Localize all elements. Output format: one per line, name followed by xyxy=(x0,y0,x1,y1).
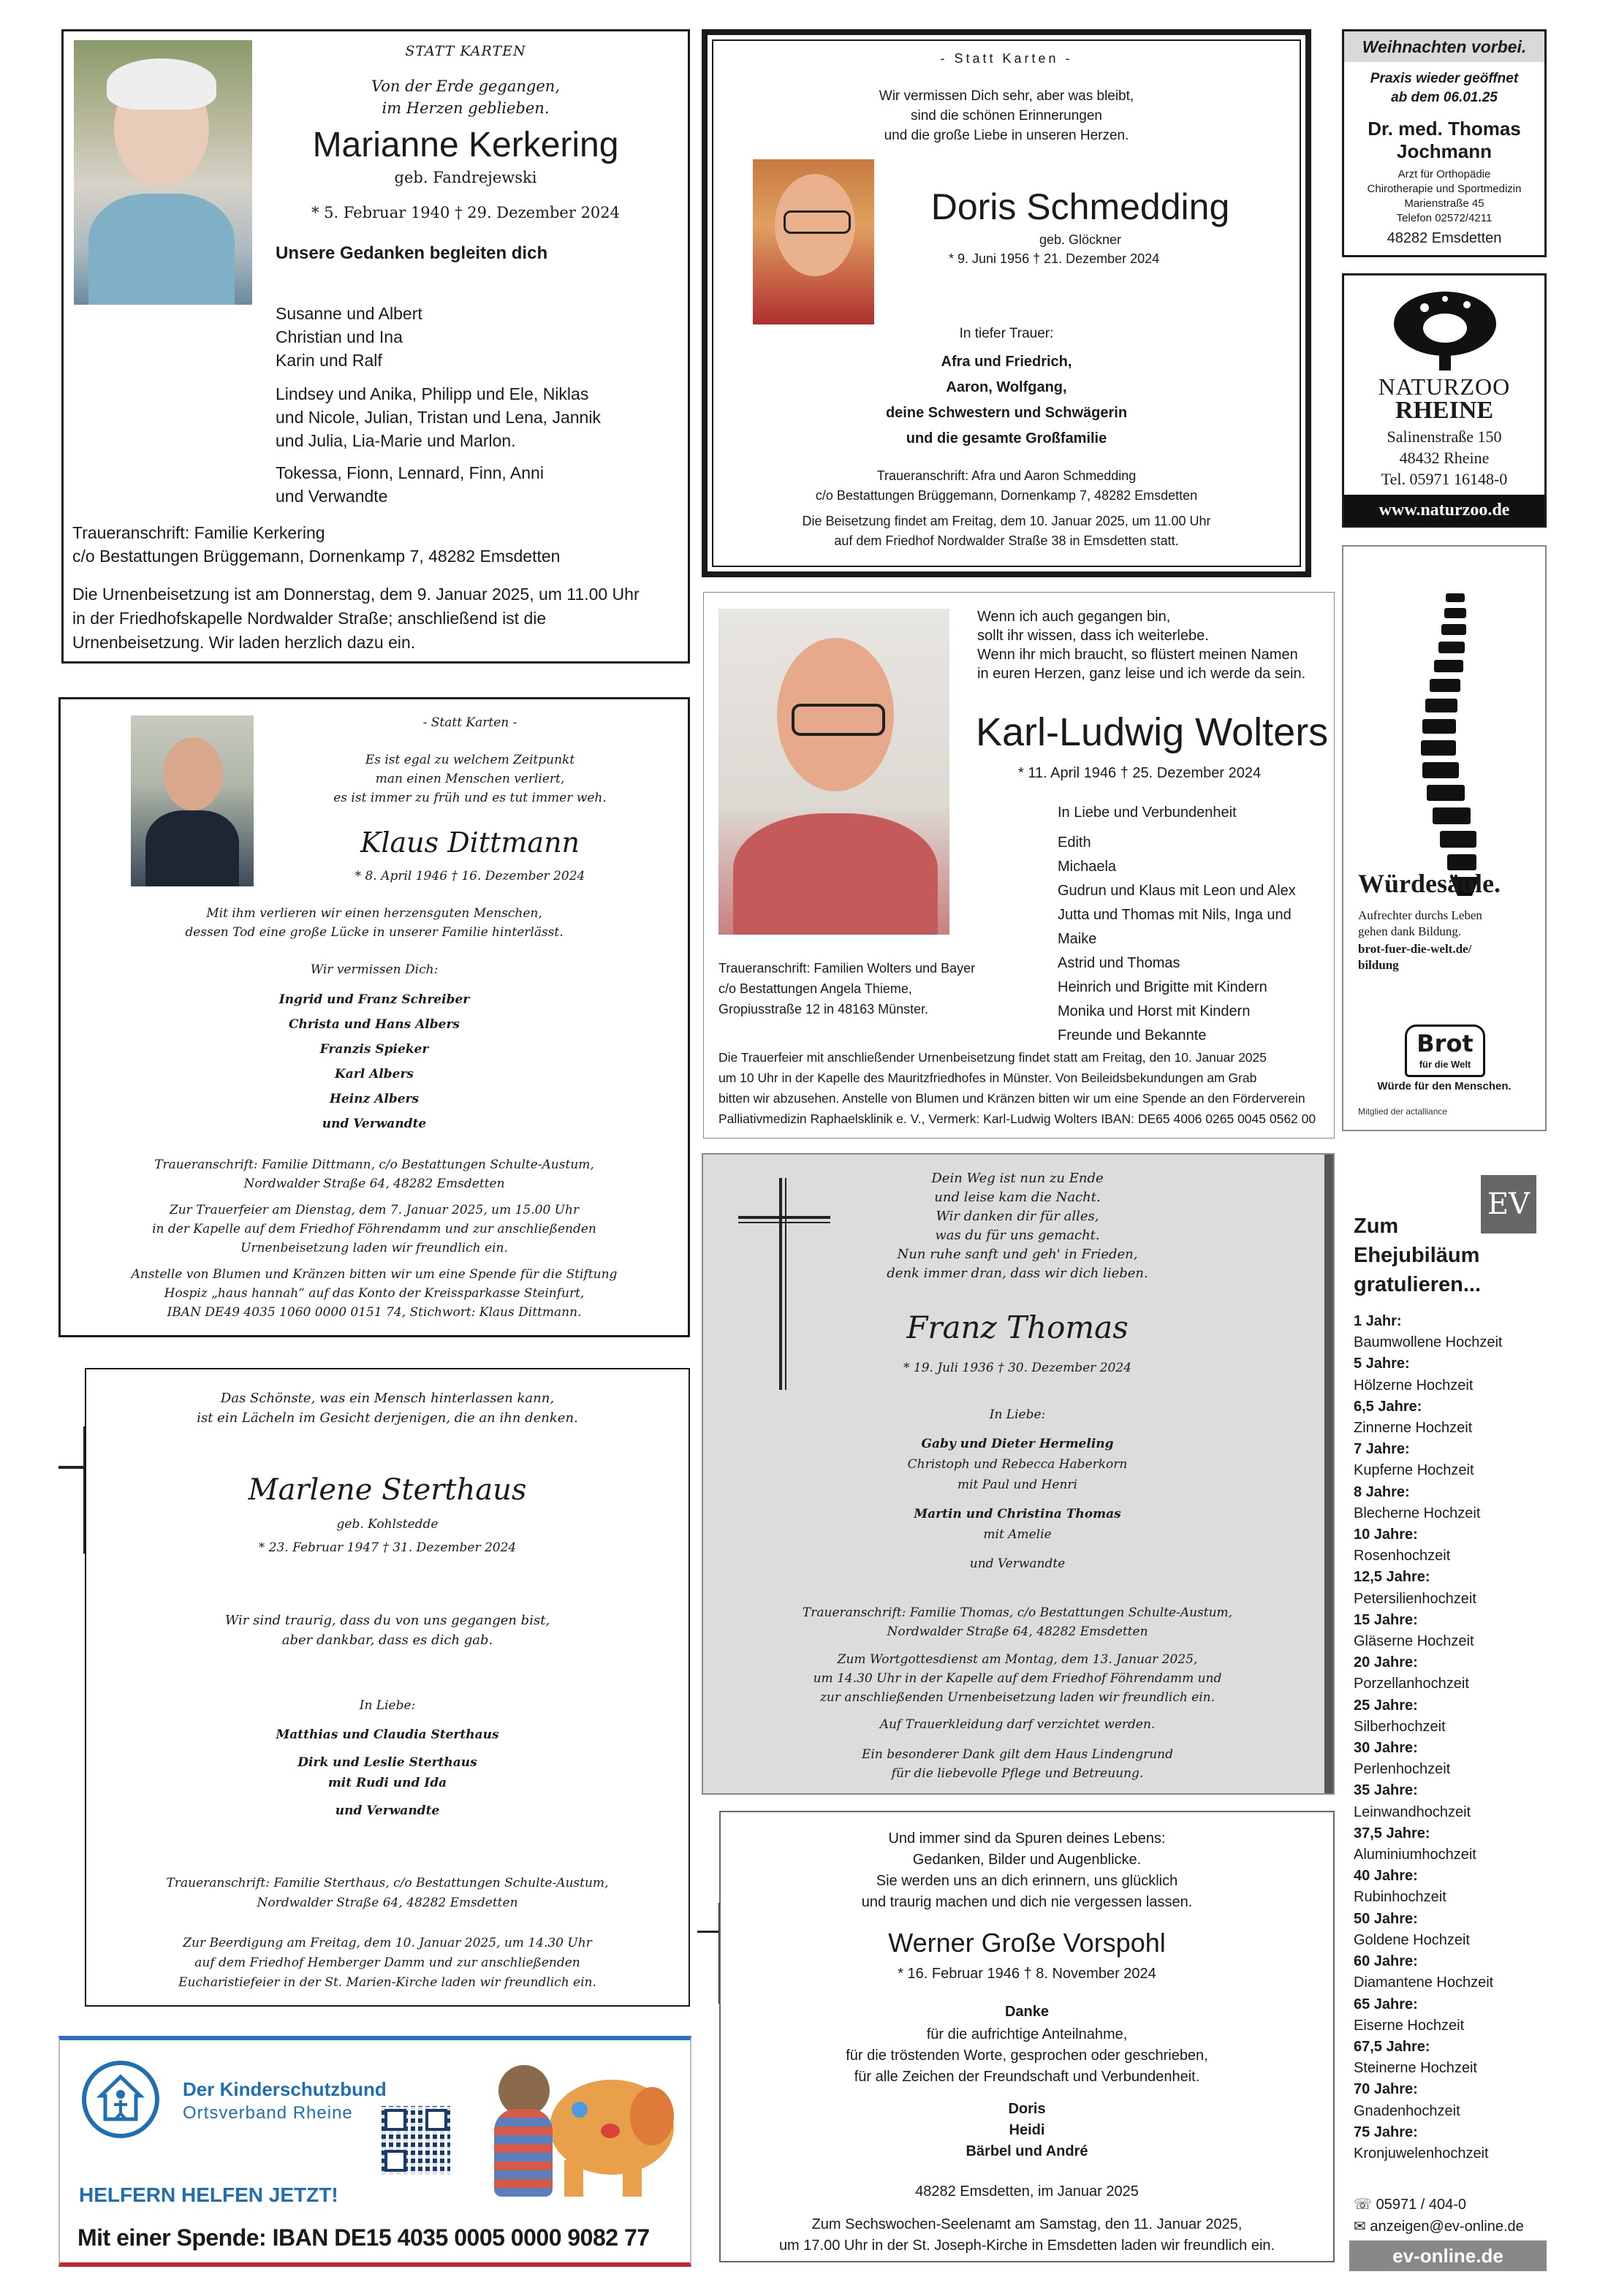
anniversary-years: 6,5 Jahre: xyxy=(1354,1398,1422,1415)
anniversary-name: Hölzerne Hochzeit xyxy=(1354,1377,1474,1394)
thanks-text: für die aufrichtige Anteilnahme, für die tröstenden Worte, gesprochen oder geschrieben, für alle Zeichen der Freundschaft und Verbundenheit. xyxy=(846,2026,1208,2085)
donation-iban: Mit einer Spende: IBAN DE15 4035 0005 0000 9082 77 xyxy=(77,2224,650,2251)
mourning-address: Traueranschrift: Familien Wolters und Bayer c/o Bestattungen Angela Thieme, Gropiusstraße 12 in 48163 Münster. xyxy=(718,961,976,1016)
deceased-name: Doris Schmedding xyxy=(930,186,1230,227)
anniversary-years: 15 Jahre: xyxy=(1354,1611,1418,1628)
thanks-title: Danke xyxy=(1004,2004,1050,2020)
family-1: Matthias und Claudia Sterthaus xyxy=(276,1727,499,1742)
ev-contact: ☏ 05971 / 404-0 ✉ anzeigen@ev-online.de xyxy=(1354,2197,1524,2235)
anniversary-years: 40 Jahre: xyxy=(1354,1868,1418,1885)
practice-city: 48282 Emsdetten xyxy=(1387,230,1502,246)
tree-elephant-logo xyxy=(1381,286,1509,372)
donation-note: Anstelle von Blumen und Kränzen bitten wir um eine Spende für die Stiftung Hospiz „haus hannah“ auf das Konto der Kreissparkasse Steinfurt, IBAN DE49 4035 1060 0000 0151 74, Stichwort: Klaus Dittmann. xyxy=(131,1267,618,1320)
funeral-notice: Die Beisetzung findet am Freitag, dem 10. Januar 2025, um 11.00 Uhr auf dem Friedhof Nordwalder Straße 38 in Emsdetten statt. xyxy=(802,514,1211,548)
motto: Von der Erde gegangen, im Herzen geblieben. xyxy=(371,77,560,117)
ad-subtitle: Praxis wieder geöffnet ab dem 06.01.25 xyxy=(1370,71,1519,105)
kinderschutzbund-logo xyxy=(82,2061,159,2138)
anniversary-name: Baumwollene Hochzeit xyxy=(1354,1334,1503,1351)
ad-kinderschutzbund xyxy=(58,2036,691,2267)
intro: In Liebe und Verbundenheit xyxy=(1058,805,1237,821)
family-group-3: Tokessa, Fionn, Lennard, Finn, Anni und Verwandte xyxy=(276,463,544,506)
anniversary-name: Steinerne Hochzeit xyxy=(1354,2060,1477,2077)
anniversary-name: Blecherne Hochzeit xyxy=(1354,1505,1481,1521)
anniversary-years: 37,5 Jahre: xyxy=(1354,1825,1430,1841)
anniversary-name: Silberhochzeit xyxy=(1354,1718,1446,1735)
poem: Dein Weg ist nun zu Ende und leise kam die Nacht. Wir danken dir für alles, was du für uns gemacht. Nun ruhe sanft und geh' in Frieden, denk immer dran, dass wir dich lieben. xyxy=(887,1171,1148,1281)
anniversary-years: 60 Jahre: xyxy=(1354,1953,1418,1970)
anniversary-years: 70 Jahre: xyxy=(1354,2081,1418,2098)
anniversary-name: Aluminiumhochzeit xyxy=(1354,1847,1476,1863)
zoo-url[interactable]: www.naturzoo.de xyxy=(1344,495,1544,525)
brand-line-1: NATURZOO xyxy=(1378,373,1511,400)
phone-icon: ☏ xyxy=(1354,2197,1376,2213)
anniversary-years: 7 Jahre: xyxy=(1354,1441,1410,1458)
anniversary-name: Porzellanhochzeit xyxy=(1354,1676,1469,1692)
qr-code[interactable] xyxy=(382,2106,450,2175)
email-icon: ✉ xyxy=(1354,2219,1370,2235)
anniversary-name: Rubinhochzeit xyxy=(1354,1889,1446,1906)
brand-line-2: RHEINE xyxy=(1395,397,1494,424)
ad-brot-fuer-die-welt xyxy=(1342,545,1547,1131)
portrait-photo xyxy=(74,40,252,305)
org-name: Der Kinderschutzbund xyxy=(183,2078,387,2100)
life-dates: * 23. Februar 1947 † 31. Dezember 2024 xyxy=(258,1540,517,1555)
maiden-name: geb. Kohlstedde xyxy=(336,1517,439,1532)
anniversary-years: 12,5 Jahre: xyxy=(1354,1569,1430,1586)
funeral-notice: Die Urnenbeisetzung ist am Donnerstag, dem 9. Januar 2025, um 11.00 Uhr in der Friedhofskapelle Nordwalder Straße; anschließend ist die Urnenbeisetzung. Wir laden herzlich dazu ein. xyxy=(72,585,640,652)
intro: Wir vermissen Dich: xyxy=(310,962,439,977)
ad-ev-ehejubilaeum xyxy=(1342,1171,1554,2276)
deceased-name: Marianne Kerkering xyxy=(312,126,619,164)
ev-logo: EV xyxy=(1481,1175,1536,1233)
poem: Und immer sind da Spuren deines Lebens: Gedanken, Bilder und Augenblicke. Sie werden uns an dich erinnern, uns glücklich und traurig machen und dich nie vergessen lassen. xyxy=(861,1831,1193,1910)
motto: Wir vermissen Dich sehr, aber was bleibt, sind die schönen Erinnerungen und die große Liebe in unseren Herzen. xyxy=(879,88,1134,143)
life-dates: * 9. Juni 1956 † 21. Dezember 2024 xyxy=(949,251,1160,266)
tribute-text: Wir sind traurig, dass du von uns gegangen bist, aber dankbar, dass es dich gab. xyxy=(224,1613,550,1648)
zoo-address: Salinenstraße 150 48432 Rheine Tel. 05971 16148-0 xyxy=(1381,427,1508,488)
life-dates: * 8. April 1946 † 16. Dezember 2024 xyxy=(354,869,585,883)
obituary-sterthaus xyxy=(85,1368,690,2007)
anniversary-name: Rosenhochzeit xyxy=(1354,1548,1451,1565)
header: - Statt Karten - xyxy=(422,715,517,730)
anniversary-years: 35 Jahre: xyxy=(1354,1782,1418,1799)
anniversary-name: Perlenhochzeit xyxy=(1354,1761,1451,1778)
anniversary-name: Kupferne Hochzeit xyxy=(1354,1462,1474,1479)
anniversary-name: Zinnerne Hochzeit xyxy=(1354,1420,1473,1437)
intro: In Liebe: xyxy=(989,1407,1046,1422)
intro: Unsere Gedanken begleiten dich xyxy=(276,243,548,263)
anniversary-name: Petersilienhochzeit xyxy=(1354,1590,1476,1607)
anniversary-years: 20 Jahre: xyxy=(1354,1654,1418,1671)
anniversary-name: Leinwandhochzeit xyxy=(1354,1803,1471,1820)
practice-details: Arzt für Orthopädie Chirotherapie und Sportmedizin Marienstraße 45 Telefon 02572/4211 xyxy=(1367,168,1522,224)
obituary-schmedding xyxy=(702,29,1311,577)
ev-url[interactable]: ev-online.de xyxy=(1349,2240,1547,2271)
motto: Es ist egal zu welchem Zeitpunkt man einen Menschen verliert, es ist immer zu früh und es tut immer weh. xyxy=(333,753,607,805)
deceased-name: Franz Thomas xyxy=(906,1309,1129,1345)
family: Doris Heidi Bärbel und André xyxy=(966,2101,1088,2159)
place-date: 48282 Emsdetten, im Januar 2025 xyxy=(915,2183,1139,2200)
anniversary-years: 50 Jahre: xyxy=(1354,1910,1418,1927)
portrait-photo xyxy=(131,715,254,886)
anniversary-years: 5 Jahre: xyxy=(1354,1356,1410,1372)
obituary-thomas xyxy=(702,1153,1335,1795)
life-dates: * 19. Juli 1936 † 30. Dezember 2024 xyxy=(903,1361,1131,1375)
ad-title: Weihnachten vorbei. xyxy=(1344,31,1544,62)
family: Ingrid und Franz Schreiber Christa und Hans Albers Franzis Spieker Karl Albers Heinz Albers und Verwandte xyxy=(278,992,470,1131)
header: - Statt Karten - xyxy=(940,51,1073,66)
family-group-2: Lindsey und Anika, Philipp und Ele, Niklas und Nicole, Julian, Tristan und Lena, Jannik und Julia, Lia-Marie und Marlon. xyxy=(276,384,601,450)
family-2: Christoph und Rebecca Haberkorn xyxy=(907,1457,1128,1472)
thanks-note: Ein besonderer Dank gilt dem Haus Lindengrund für die liebevolle Pflege und Betreuung. xyxy=(862,1747,1173,1781)
family: Edith Michaela Gudrun und Klaus mit Leon und Alex Jutta und Thomas mit Nils, Inga und Maike Astrid und Thomas Heinrich und Brigitte mit Kindern Monika und Horst mit Kindern Freunde und Bekannte xyxy=(1058,835,1296,1044)
anniversary-years: 75 Jahre: xyxy=(1354,2124,1418,2140)
intro: In Liebe: xyxy=(359,1698,416,1713)
family-1: Gaby und Dieter Hermeling xyxy=(921,1437,1114,1451)
deceased-name: Klaus Dittmann xyxy=(360,826,580,859)
family-6: und Verwandte xyxy=(969,1556,1066,1571)
anniversary-list xyxy=(1354,1311,1544,2164)
anniversary-name: Gläserne Hochzeit xyxy=(1354,1633,1474,1650)
tribute-text: Mit ihm verlieren wir einen herzensguten Menschen, dessen Tod eine große Lücke in unserer Familie hinterlässt. xyxy=(185,906,564,940)
brot-tagline: Würde für den Menschen. xyxy=(1377,1080,1512,1092)
deceased-name: Karl-Ludwig Wolters xyxy=(976,710,1329,754)
header: STATT KARTEN xyxy=(405,43,526,59)
ev-title: Zum Ehejubiläum gratulieren... xyxy=(1354,1214,1482,1296)
family-2: Dirk und Leslie Sterthaus xyxy=(297,1755,477,1770)
anniversary-name: Diamantene Hochzeit xyxy=(1354,1974,1494,1991)
anniversary-years: 30 Jahre: xyxy=(1354,1740,1418,1757)
mourning-address: Traueranschrift: Familie Kerkering c/o Bestattungen Brüggemann, Dornenkamp 7, 48282 Emsdetten xyxy=(72,523,561,566)
family-4: und Verwandte xyxy=(335,1803,440,1818)
campaign-text: Aufrechter durchs Leben gehen dank Bildung. xyxy=(1358,908,1482,938)
member-note: Mitglied der actalliance xyxy=(1358,1106,1448,1117)
cta-headline: HELFERN HELFEN JETZT! xyxy=(79,2183,338,2206)
anniversary-years: 65 Jahre: xyxy=(1354,1996,1418,2012)
funeral-notice: Zum Sechswochen-Seelenamt am Samstag, den 11. Januar 2025, um 17.00 Uhr in der St. Joseph-Kirche in Emsdetten laden wir freundlich ein. xyxy=(778,2216,1275,2254)
life-dates: * 16. Februar 1946 † 8. November 2024 xyxy=(898,1966,1156,1982)
funeral-notice: Zur Trauerfeier am Dienstag, dem 7. Januar 2025, um 15.00 Uhr in der Kapelle auf dem Friedhof Föhrendamm und zur anschließenden Urnenbeisetzung laden wir freundlich ein. xyxy=(152,1203,596,1255)
anniversary-years: 67,5 Jahre: xyxy=(1354,2038,1430,2055)
anniversary-name: Kronjuwelenhochzeit xyxy=(1354,2145,1489,2162)
family: Afra und Friedrich, Aaron, Wolfgang, deine Schwestern und Schwägerin und die gesamte Großfamilie xyxy=(885,354,1128,446)
anniversary-name: Gnadenhochzeit xyxy=(1354,2102,1460,2119)
life-dates: * 5. Februar 1940 † 29. Dezember 2024 xyxy=(311,204,621,221)
family-group-1: Susanne und Albert Christian und Ina Karin und Ralf xyxy=(276,304,422,370)
life-dates: * 11. April 1946 † 25. Dezember 2024 xyxy=(1018,765,1262,781)
deceased-name: Marlene Sterthaus xyxy=(248,1473,527,1507)
obituary-dittmann xyxy=(58,697,690,1337)
intro: In tiefer Trauer: xyxy=(959,326,1054,341)
doctor-name: Dr. med. Thomas Jochmann xyxy=(1368,118,1521,162)
mourning-address: Traueranschrift: Familie Sterthaus, c/o Bestattungen Schulte-Austum, Nordwalder Straße 64, 48282 Emsdetten xyxy=(166,1876,609,1910)
campaign-title: Würdesäule. xyxy=(1358,869,1501,898)
deceased-name: Werner Große Vorspohl xyxy=(888,1928,1166,1958)
anniversary-years: 25 Jahre: xyxy=(1354,1697,1418,1714)
funeral-notice: Zum Wortgottesdienst am Montag, dem 13. Januar 2025, um 14.30 Uhr in der Kapelle auf dem Friedhof Föhrendamm und zur anschließenden Urnenbeisetzung laden wir freundlich ein. xyxy=(813,1652,1222,1705)
family-3: mit Paul und Henri xyxy=(957,1478,1077,1492)
anniversary-name: Goldene Hochzeit xyxy=(1354,1931,1470,1948)
dress-note: Auf Trauerkleidung darf verzichtet werden. xyxy=(879,1717,1156,1732)
child-elephant-illustration xyxy=(484,2058,681,2204)
spine-illustration xyxy=(1399,590,1487,897)
org-branch: Ortsverband Rheine xyxy=(183,2103,353,2123)
mourning-address: Traueranschrift: Familie Dittmann, c/o Bestattungen Schulte-Austum, Nordwalder Straße 64, 48282 Emsdetten xyxy=(154,1157,594,1191)
family-4: Martin und Christina Thomas xyxy=(914,1507,1121,1521)
family-5: mit Amelie xyxy=(983,1527,1052,1542)
ad-naturzoo xyxy=(1342,273,1547,528)
ad-jochmann xyxy=(1342,29,1547,257)
motto: Das Schönste, was ein Mensch hinterlassen kann, ist ein Lächeln im Gesicht derjenigen, die an ihn denken. xyxy=(197,1391,578,1426)
family-3: mit Rudi und Ida xyxy=(327,1776,447,1790)
obituary-kerkering xyxy=(61,29,690,664)
campaign-link[interactable]: brot-fuer-die-welt.de/ bildung xyxy=(1358,942,1472,972)
funeral-notice: Die Trauerfeier mit anschließender Urnenbeisetzung findet statt am Freitag, den 10. Januar 2025 um 10 Uhr in der Kapelle des Mauritzfriedhofes in Münster. Von Beileidsbekundungen am Grab bitten wir abzusehen. Anstelle von Blumen und Kränzen bitten wir um eine Spende an den Förderverein Palliativmedizin Raphaelsklinik e. V., Vermerk: Karl-Ludwig Wolters IBAN: DE65 4006 0265 0045 0562 00 xyxy=(718,1050,1316,1126)
anniversary-years: 10 Jahre: xyxy=(1354,1527,1418,1543)
anniversary-years: 8 Jahre: xyxy=(1354,1483,1410,1500)
obituary-wolters xyxy=(703,592,1335,1139)
brot-logo: Brot für die Welt xyxy=(1405,1025,1485,1077)
anniversary-name: Eiserne Hochzeit xyxy=(1354,2017,1465,2034)
maiden-name: geb. Fandrejewski xyxy=(394,169,537,186)
maiden-name: geb. Glöckner xyxy=(1039,232,1122,247)
portrait-photo xyxy=(753,159,874,324)
mourning-address: Traueranschrift: Afra und Aaron Schmedding c/o Bestattungen Brüggemann, Dornenkamp 7, 48282 Emsdetten xyxy=(815,468,1198,503)
funeral-notice: Zur Beerdigung am Freitag, dem 10. Januar 2025, um 14.30 Uhr auf dem Friedhof Hemberger Damm und zur anschließenden Eucharistiefeier in der St. Marien-Kirche laden wir freundlich ein. xyxy=(178,1936,596,1990)
obituary-grosse-vorspohl xyxy=(719,1811,1335,2262)
mourning-address: Traueranschrift: Familie Thomas, c/o Bestattungen Schulte-Austum, Nordwalder Straße 64, 48282 Emsdetten xyxy=(802,1605,1233,1639)
portrait-photo xyxy=(718,609,949,935)
anniversary-years: 1 Jahr: xyxy=(1354,1313,1402,1329)
poem: Wenn ich auch gegangen bin, sollt ihr wissen, dass ich weiterlebe. Wenn ihr mich braucht, so flüstert meinen Namen in euren Herzen, ganz leise und ich werde da sein. xyxy=(977,609,1306,682)
